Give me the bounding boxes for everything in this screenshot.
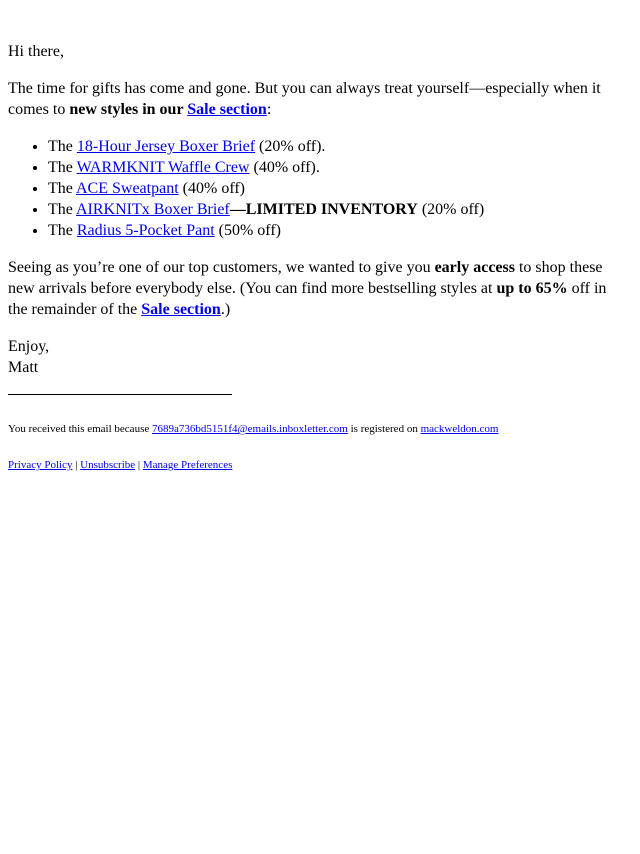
item-discount: (20% off) [417,201,485,218]
signoff-name: Matt [8,359,39,376]
intro-text: The time for gifts has come and gone. But you can always treat yourself—especially when it comes to [8,80,601,118]
unsubscribe-link[interactable]: Unsubscribe [80,459,136,471]
product-link-waffle-crew[interactable]: WARMKNIT Waffle Crew [76,159,250,176]
item-prefix: The [48,222,77,239]
item-prefix: The [48,159,77,176]
site-link[interactable]: mackweldon.com [420,423,499,435]
body-text: .) [220,301,231,318]
signoff [8,336,622,378]
list-item [48,199,622,220]
limited-inventory-label: —LIMITED INVENTORY [229,201,418,218]
item-prefix: The [48,201,76,218]
product-link-radius-pant[interactable]: Radius 5-Pocket Pant [76,222,215,239]
email-body [8,41,622,472]
divider [8,394,232,395]
item-discount: (40% off). [249,159,320,176]
item-discount: (40% off) [178,180,246,197]
signoff-enjoy: Enjoy, [8,338,50,355]
item-discount: (20% off). [255,138,326,155]
link-separator: | [135,459,143,471]
list-item [48,220,622,241]
sale-section-link-2[interactable]: Sale section [141,301,221,318]
intro-bold: new styles in our [69,101,188,118]
footer-notice [8,422,622,436]
list-item [48,157,622,178]
footer-text: is registered on [347,423,421,435]
early-access-bold: early access [434,259,515,276]
body-text: Seeing as you’re one of our top customers, we wanted to give you [8,259,435,276]
list-item [48,178,622,199]
product-list [8,136,622,241]
item-discount: (50% off) [214,222,281,239]
product-link-sweatpant[interactable]: ACE Sweatpant [76,180,179,197]
early-access-paragraph [8,257,622,320]
item-prefix: The [48,138,77,155]
item-prefix: The [48,180,76,197]
intro-paragraph [8,78,622,120]
sale-section-link[interactable]: Sale section [187,101,267,118]
list-item [48,136,622,157]
footer-links [8,458,622,472]
link-separator: | [72,459,81,471]
greeting: Hi there, [8,43,64,60]
product-link-airknitx[interactable]: AIRKNITx Boxer Brief [76,201,230,218]
privacy-policy-link[interactable]: Privacy Policy [8,459,73,471]
footer-text: You received this email because [8,423,152,435]
body-text: to shop these new arrivals before everybody else. (You can find more bestselling styles at [8,259,603,297]
discount-bold: up to 65% [496,280,568,297]
body-text: off in the remainder of the [8,280,607,318]
intro-colon: : [266,101,272,118]
product-link-boxer-brief[interactable]: 18-Hour Jersey Boxer Brief [76,138,256,155]
manage-preferences-link[interactable]: Manage Preferences [142,459,233,471]
recipient-email-link[interactable]: 7689a736bd5151f4@emails.inboxletter.com [151,423,348,435]
